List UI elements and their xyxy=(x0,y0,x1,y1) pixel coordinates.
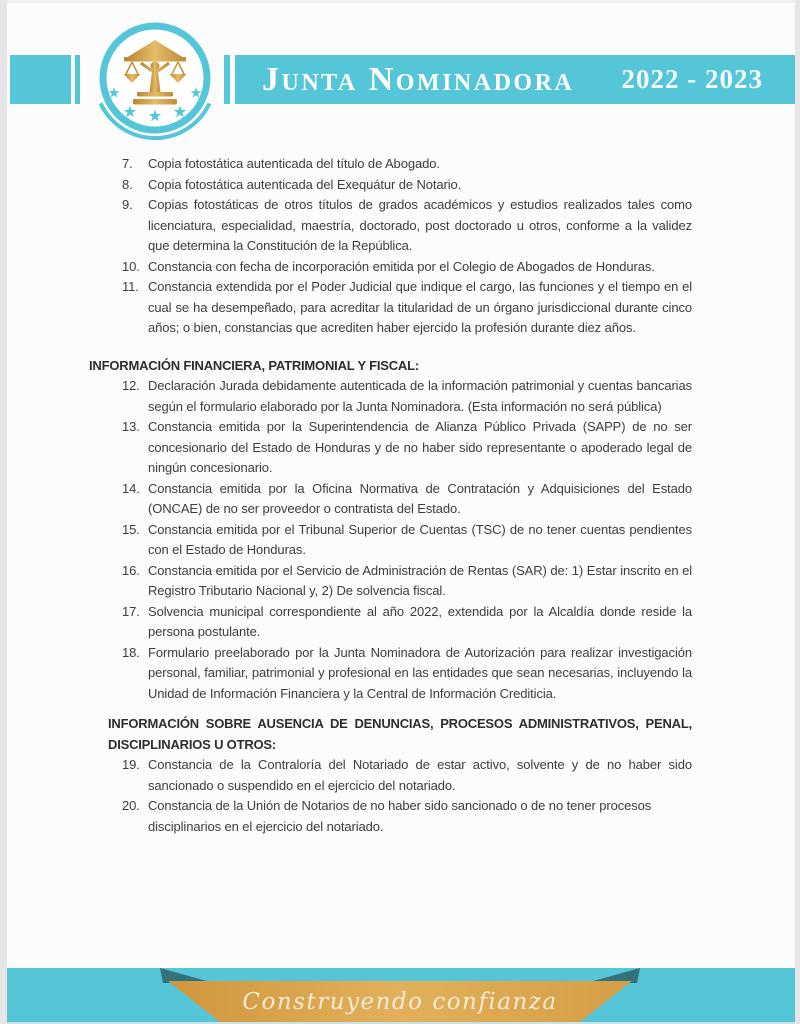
list-item xyxy=(122,175,692,196)
page-title: Junta Nominadora xyxy=(262,60,575,98)
section-heading-financial: INFORMACIÓN FINANCIERA, PATRIMONIAL Y FISCAL: xyxy=(89,357,419,373)
footer-band xyxy=(0,968,800,1024)
list-item xyxy=(122,195,692,257)
period-label: 2022 - 2023 xyxy=(621,64,763,94)
item-text: Constancia emitida por el Tribunal Superior de Cuentas (TSC) de no tener cuentas pendientes con el Estado de Honduras. xyxy=(148,521,692,557)
item-text: Constancia de la Unión de Notarios de no haber sido sancionado o de no tener procesos disciplinarios en el ejercicio del notariado. xyxy=(148,798,652,834)
item-number: 20. xyxy=(122,798,140,813)
item-number: 15. xyxy=(122,521,140,537)
list-item xyxy=(122,257,692,278)
list-item xyxy=(122,376,692,417)
item-number: 7. xyxy=(122,156,133,171)
item-text: Copias fotostáticas de otros títulos de grados académicos y estudios realizados tales como licenciatura, especialidad, maestría, doctorado, post doctorado u otros, conforme a la validez que determina la Constitución de la República. xyxy=(148,197,692,253)
page-edge-left xyxy=(0,0,7,1024)
header-accent-rect xyxy=(10,55,71,104)
item-text: Constancia extendida por el Poder Judicial que indique el cargo, las funciones y el tiempo en el cual se ha desempeñado, para acreditar la titularidad de un órgano jurisdiccional durante cinco años; o bien, constancias que acrediten haber ejercido la profesión durante diez años. xyxy=(148,279,692,335)
item-number: 10. xyxy=(122,258,140,274)
item-number: 9. xyxy=(122,197,133,212)
list-item xyxy=(122,602,692,643)
item-text: Solvencia municipal correspondiente al año 2022, extendida por la Alcaldía donde reside la persona postulante. xyxy=(148,603,692,639)
document-body xyxy=(0,154,800,837)
item-text: Constancia de la Contraloría del Notariado de estar activo, solvente y de no haber sido sancionado o suspendido en el ejercicio del notariado. xyxy=(148,757,692,793)
list-item xyxy=(122,755,692,796)
scales-of-justice-icon xyxy=(90,13,220,143)
item-text: Declaración Jurada debidamente autenticada de la información patrimonial y cuentas bancarias según el formulario elaborado por la Junta Nominadora. (Esta información no será pública) xyxy=(148,378,692,414)
item-text: Constancia con fecha de incorporación emitida por el Colegio de Abogados de Honduras. xyxy=(148,258,655,274)
item-number: 11. xyxy=(122,279,139,294)
item-text: Constancia emitida por la Superintendencia de Alianza Público Privada (SAPP) de no ser concesionario del Estado de Honduras y de no haber sido representante o apoderado legal de ningún concesionario. xyxy=(148,419,692,475)
footer-slogan: Construyendo confianza xyxy=(242,988,558,1015)
item-text: Constancia emitida por la Oficina Normativa de Contratación y Adquisiciones del Estado (ONCAE) de no ser proveedor o contratista del Estado. xyxy=(148,480,692,516)
item-number: 12. xyxy=(122,378,140,393)
item-text: Formulario preelaborado por la Junta Nominadora de Autorización para realizar investigación personal, familiar, patrimonial y profesional en las entidades que sean necesarias, incluyendo la Unidad de Información Financiera y la Central de Información Crediticia. xyxy=(148,644,692,701)
item-text: Copia fotostática autenticada del Exequátur de Notario. xyxy=(148,176,462,192)
list-item xyxy=(122,479,692,520)
header-divider-bar-right xyxy=(224,55,230,104)
item-number: 18. xyxy=(122,644,140,660)
title-banner xyxy=(235,55,795,104)
list-item xyxy=(122,796,692,837)
section-heading-denuncias: INFORMACIÓN SOBRE AUSENCIA DE DENUNCIAS, PROCESOS ADMINISTRATIVOS, PENAL, DISCIPLINARIOS U OTROS: xyxy=(108,716,692,752)
list-item xyxy=(122,417,692,479)
item-number: 13. xyxy=(122,419,140,434)
item-number: 17. xyxy=(122,603,140,619)
item-text: Copia fotostática autenticada del título de Abogado. xyxy=(148,156,440,171)
list-item xyxy=(122,277,692,339)
header-divider-bar-left xyxy=(75,55,80,104)
item-number: 16. xyxy=(122,562,140,578)
page-edge-top xyxy=(0,0,800,3)
list-item xyxy=(122,561,692,602)
page-edge-right xyxy=(795,0,800,1024)
list-item xyxy=(122,154,692,175)
list-item xyxy=(122,643,692,705)
item-number: 8. xyxy=(122,176,133,192)
item-number: 19. xyxy=(122,757,140,772)
item-number: 14. xyxy=(122,480,140,496)
list-item xyxy=(122,520,692,561)
item-text: Constancia emitida por el Servicio de Administración de Rentas (SAR) de: 1) Estar inscrito en el Registro Tributario Nacional y, 2) De solvencia fiscal. xyxy=(148,562,692,598)
